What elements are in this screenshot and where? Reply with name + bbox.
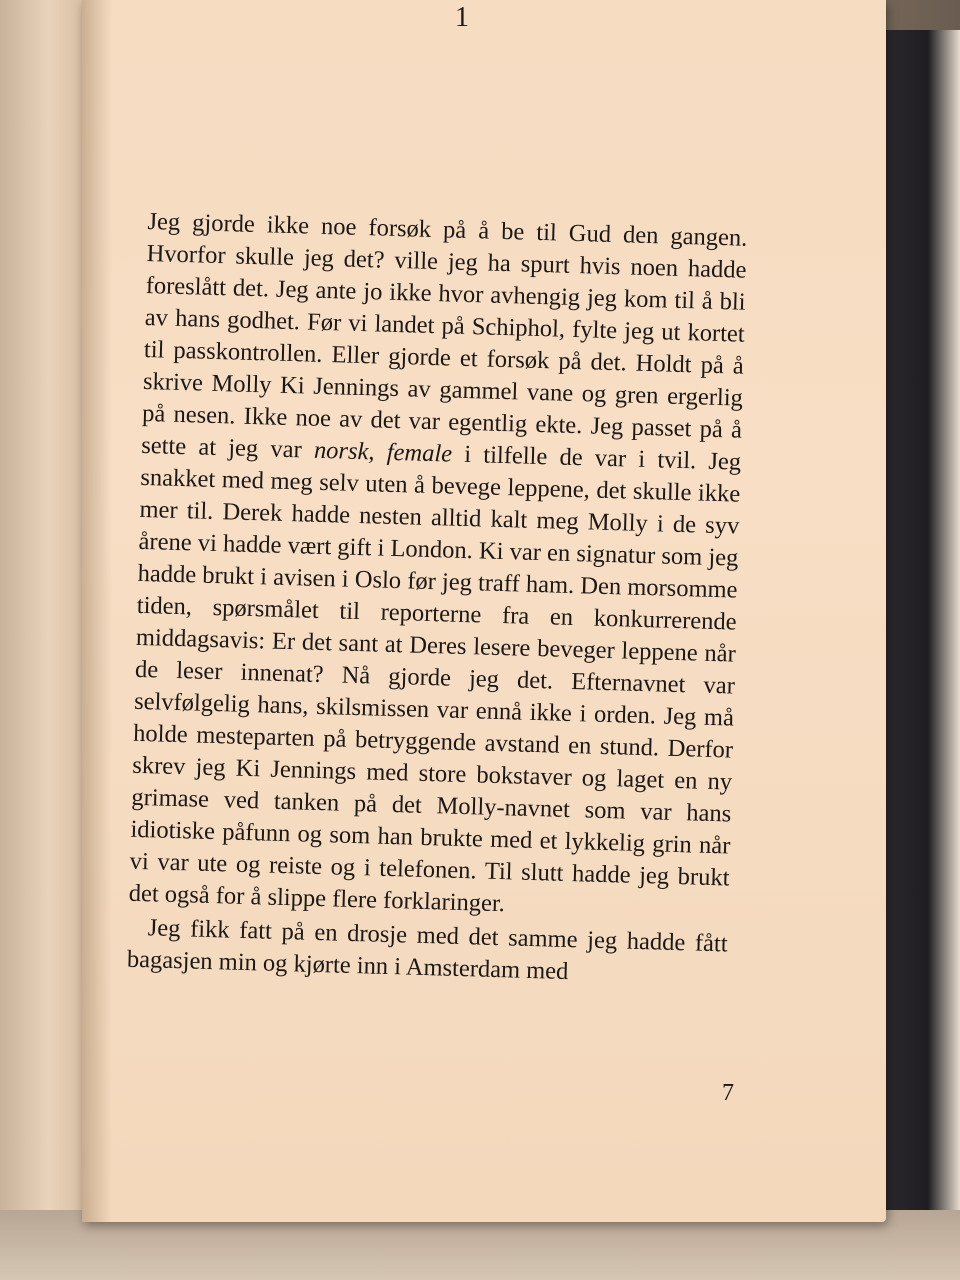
paragraph-1-end: i tilfelle de var i tvil. Jeg snakket med meg selv uten å bevege leppene, det skulle ikke mer til. Derek hadde nesten alltid kalt meg Molly i de syv årene vi hadde vært gift i London. Ki var en signatur som jeg hadde brukt i avisen i Oslo før jeg traff ham. Den morsomme tiden, spørsmålet til reporterne fra en konkurrerende middagsavis: Er det sant at Deres lesere beveger leppene når de leser innenat? Nå gjorde jeg det. Efternavnet var selvfølgelig hans, skilsmissen var ennå ikke i orden. Jeg må holde mesteparten på betryggende avstand en stund. Derfor skrev jeg Ki Jennings med store bokstaver og laget en ny grimase ved tanken på det Molly-navnet som var hans idiotiske påfunn og som han brukte med et lykkelig grin når vi var ute og reiste og i telefonen. Til slutt hadde jeg brukt det også for å slippe flere forklaringer.: [128, 440, 742, 918]
paragraph-1-start: Jeg gjorde ikke noe forsøk på å be til Gud den gangen. Hvorfor skulle jeg det? ville jeg ha spurt hvis noen hadde foreslått det. Jeg ante jo ikke hvor avhengig jeg kom til å bli av hans godhet. Før vi landet på Schiphol, fylte jeg ut kortet til passkontrollen. Eller gjorde et forsøk på det. Holdt på å skrive Molly Ki Jennings av gammel vane og gren ergerlig på nesen. Ikke noe av det var egentlig ekte. Jeg passet på å sette at jeg var: [140, 207, 748, 464]
book-page: [82, 0, 886, 1222]
chapter-number: 1: [455, 2, 469, 33]
page-number: 7: [722, 1080, 734, 1106]
book-cover-edge: [880, 30, 960, 1230]
paragraph-1: [128, 206, 747, 926]
body-text: [127, 206, 748, 992]
paragraph-2: Jeg fikk fatt på en drosje med det samme jeg hadde fått bagasjen min og kjørte inn i Amsterdam med: [126, 914, 728, 986]
gutter-shadow: [82, 0, 112, 1222]
paragraph-1-italic: norsk, female: [313, 436, 453, 468]
